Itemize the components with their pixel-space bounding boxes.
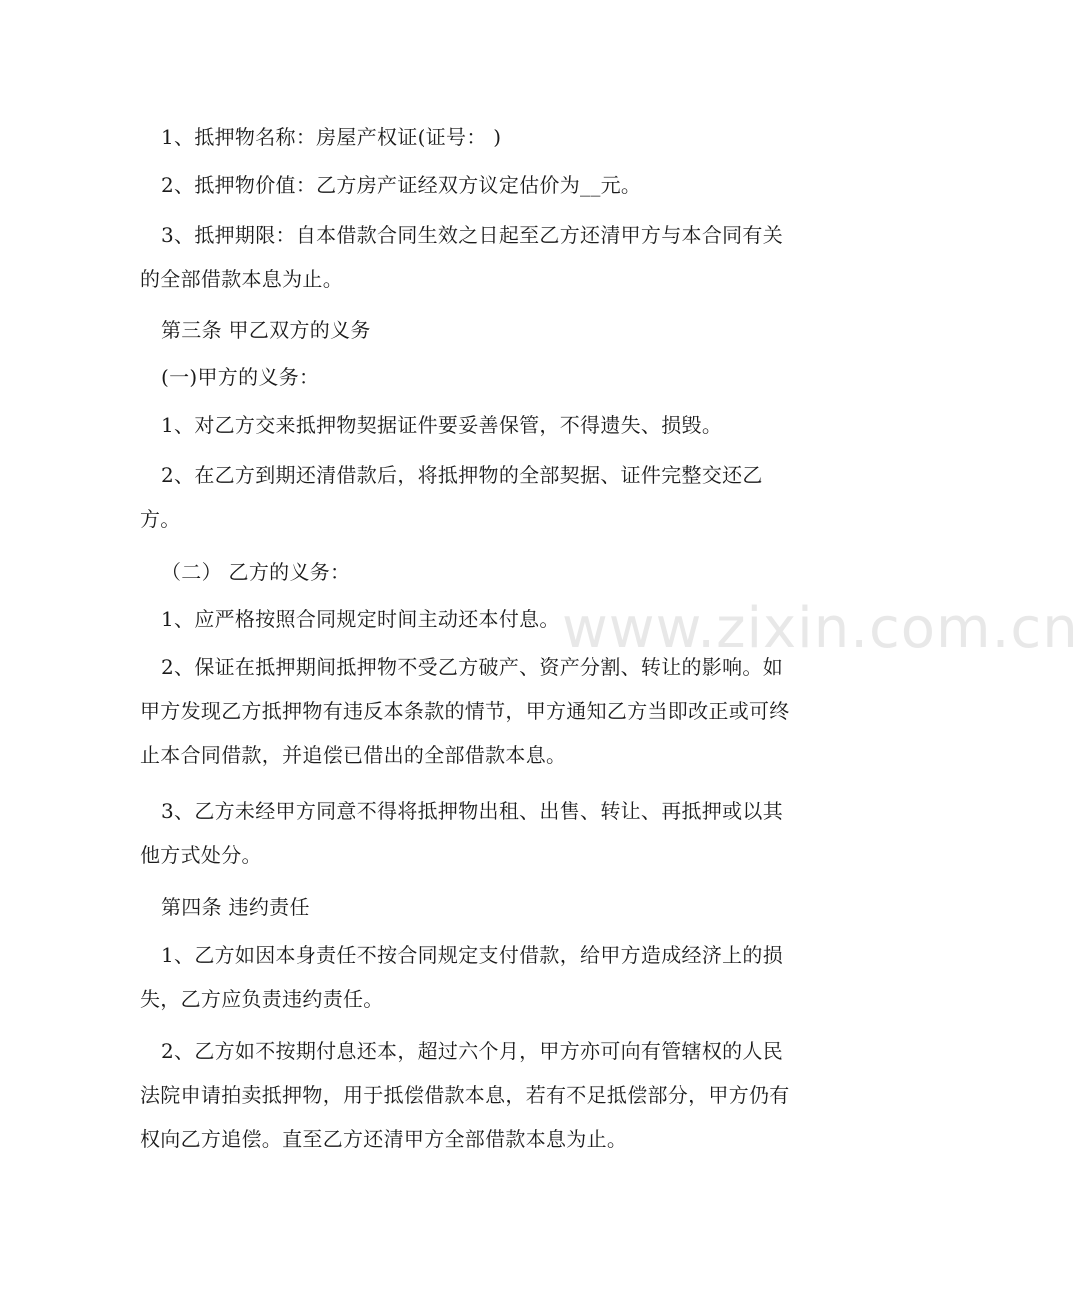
article-3-heading: 第三条 甲乙双方的义务	[161, 318, 371, 342]
liability-clause-1: 1、乙方如因本身责任不按合同规定支付借款，给甲方造成经济上的损失，乙方应负责违约责任。	[140, 943, 784, 1011]
party-b-obligation-1: 1、应严格按照合同规定时间主动还本付息。	[161, 607, 560, 631]
party-b-obligation-2: 2、保证在抵押期间抵押物不受乙方破产、资产分割、转让的影响。如甲方发现乙方抵押物有违反本条款的情节，甲方通知乙方当即改正或可终止本合同借款，并追偿已借出的全部借款本息。	[140, 655, 790, 767]
article-4-heading: 第四条 违约责任	[161, 895, 310, 919]
liability-clause-2: 2、乙方如不按期付息还本，超过六个月，甲方亦可向有管辖权的人民法院申请拍卖抵押物，用于抵偿借款本息，若有不足抵偿部分，甲方仍有权向乙方追偿。直至乙方还清甲方全部借款本息为止。	[140, 1039, 790, 1151]
party-a-obligation-2: 2、在乙方到期还清借款后，将抵押物的全部契据、证件完整交还乙方。	[140, 463, 763, 531]
party-b-obligations-heading: （二） 乙方的义务：	[161, 560, 351, 584]
clause-collateral-value: 2、抵押物价值：乙方房产证经双方议定估价为__元。	[161, 173, 642, 197]
clause-collateral-name: 1、抵押物名称：房屋产权证(证号： )	[161, 125, 502, 149]
party-b-obligation-3: 3、乙方未经甲方同意不得将抵押物出租、出售、转让、再抵押或以其他方式处分。	[140, 799, 784, 867]
party-a-obligation-1: 1、对乙方交来抵押物契据证件要妥善保管，不得遗失、损毁。	[161, 413, 723, 437]
watermark: www.zixin.com.cn	[562, 596, 1079, 661]
party-a-obligations-heading: (一)甲方的义务：	[161, 365, 320, 389]
clause-mortgage-term: 3、抵押期限：自本借款合同生效之日起至乙方还清甲方与本合同有关的全部借款本息为止。	[140, 223, 784, 291]
